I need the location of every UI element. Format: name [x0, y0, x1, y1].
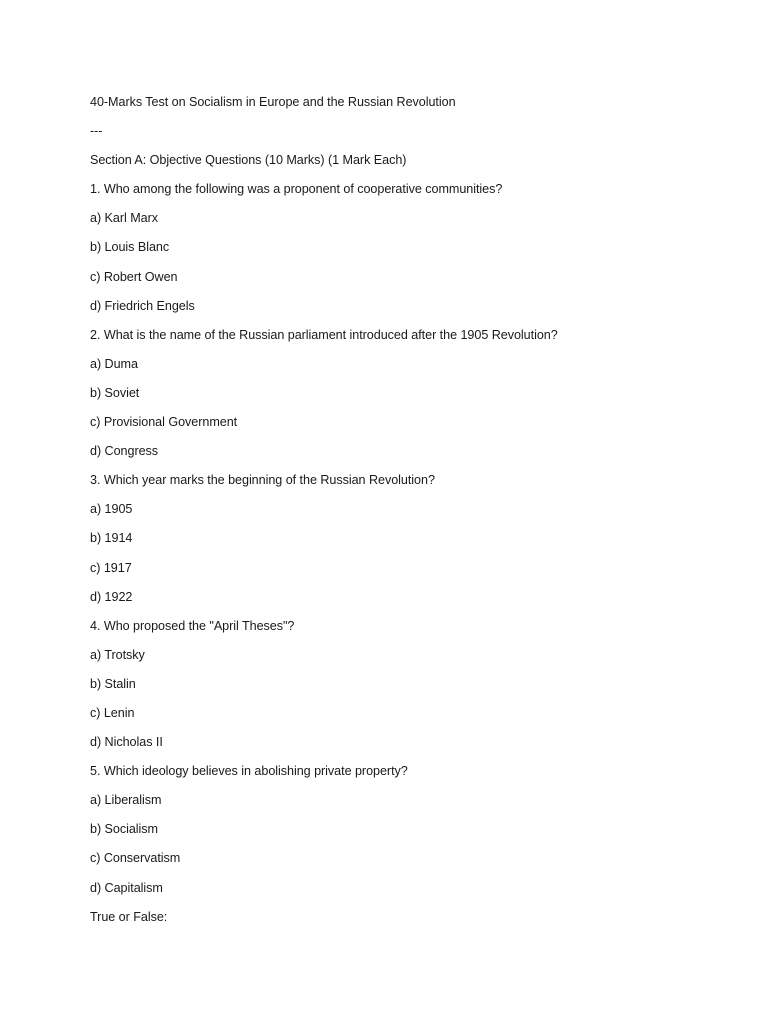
question-5: 5. Which ideology believes in abolishing private property? — [90, 764, 408, 779]
question-1-option-d: d) Friedrich Engels — [90, 298, 195, 313]
question-5-option-d: d) Capitalism — [90, 880, 163, 895]
question-1-option-b: b) Louis Blanc — [90, 240, 170, 255]
question-4: 4. Who proposed the "April Theses"? — [90, 618, 295, 633]
question-1: 1. Who among the following was a proponent of cooperative communities? — [90, 182, 503, 197]
question-4-option-d: d) Nicholas II — [90, 735, 163, 750]
question-3-option-a: a) 1905 — [90, 502, 133, 517]
question-3-option-d: d) 1922 — [90, 589, 133, 604]
question-2-option-b: b) Soviet — [90, 385, 140, 400]
question-5-option-b: b) Socialism — [90, 822, 158, 837]
question-4-option-b: b) Stalin — [90, 676, 136, 691]
question-1-option-a: a) Karl Marx — [90, 211, 158, 226]
document-content — [90, 92, 730, 936]
question-2-option-a: a) Duma — [90, 356, 138, 371]
test-title: 40-Marks Test on Socialism in Europe and the Russian Revolution — [90, 95, 456, 109]
question-2-option-d: d) Congress — [90, 444, 159, 459]
question-5-option-a: a) Liberalism — [90, 793, 162, 808]
question-5-option-c: c) Conservatism — [90, 851, 181, 866]
question-4-option-c: c) Lenin — [90, 705, 135, 720]
question-3: 3. Which year marks the beginning of the Russian Revolution? — [90, 473, 435, 488]
question-3-option-c: c) 1917 — [90, 560, 132, 575]
question-2-option-c: c) Provisional Government — [90, 415, 238, 430]
section-a-heading: Section A: Objective Questions (10 Marks) (1 Mark Each) — [90, 153, 407, 168]
true-false-heading: True or False: — [90, 909, 168, 924]
question-3-option-b: b) 1914 — [90, 531, 133, 546]
separator: --- — [90, 124, 103, 139]
question-4-option-a: a) Trotsky — [90, 647, 145, 662]
question-2: 2. What is the name of the Russian parliament introduced after the 1905 Revolution? — [90, 327, 558, 342]
question-1-option-c: c) Robert Owen — [90, 269, 178, 284]
